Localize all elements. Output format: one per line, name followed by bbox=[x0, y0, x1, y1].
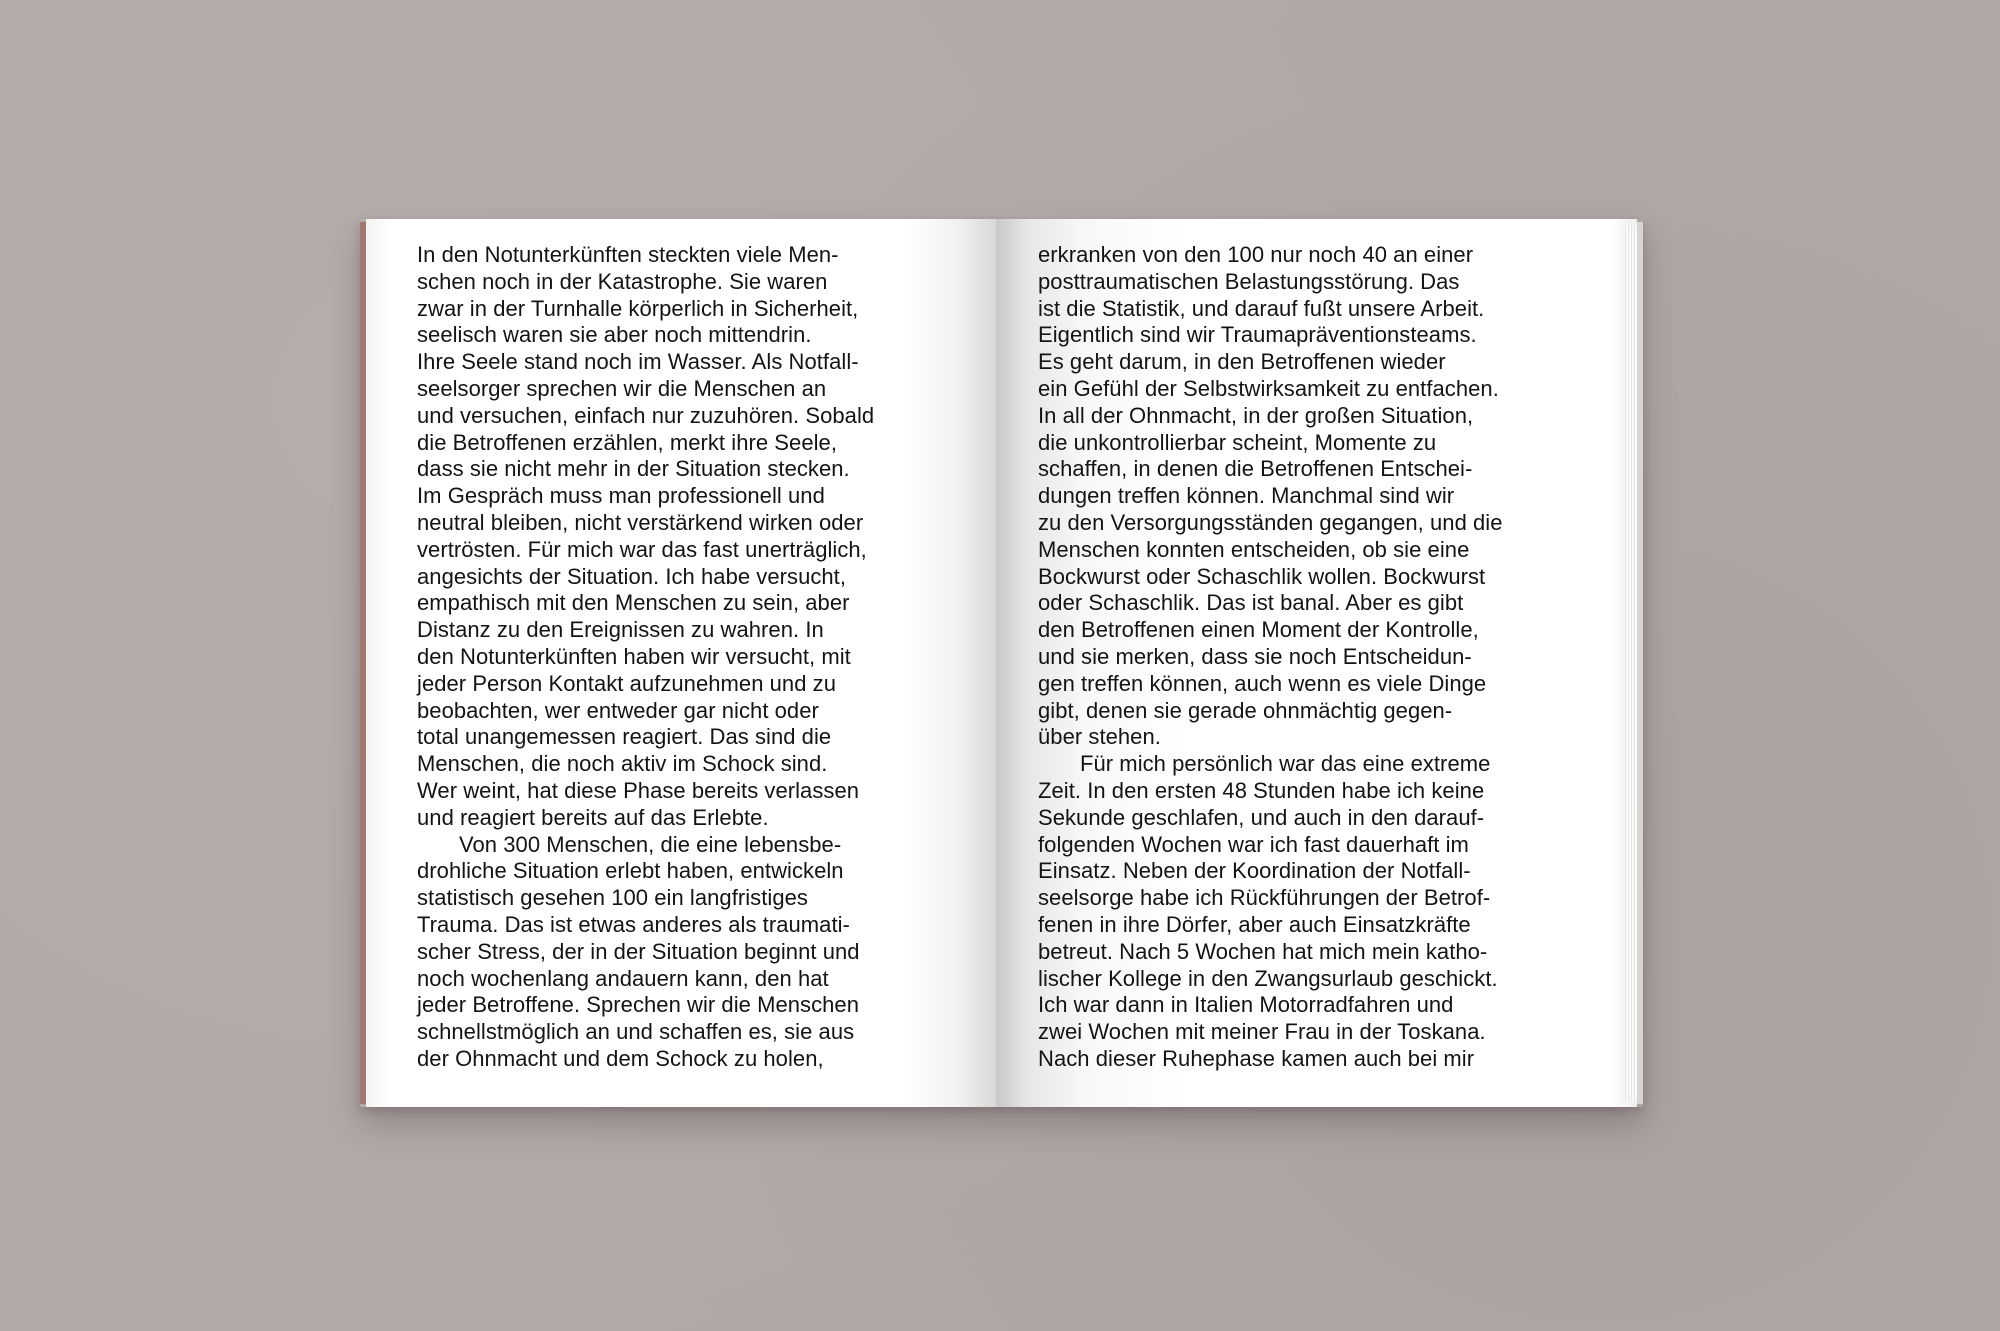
text-line: den Betroffenen einen Moment der Kontrolle, bbox=[1038, 617, 1479, 643]
text-line: fenen in ihre Dörfer, aber auch Einsatzkräfte bbox=[1038, 911, 1471, 937]
text-line: Ich war dann in Italien Motorradfahren und bbox=[1038, 992, 1454, 1018]
right-page bbox=[996, 219, 1637, 1107]
text-line: betreut. Nach 5 Wochen hat mich mein katho- bbox=[1038, 938, 1488, 964]
text-line: Sekunde geschlafen, und auch in den darauf- bbox=[1038, 804, 1485, 830]
text-line: der Ohnmacht und dem Schock zu holen, bbox=[417, 1045, 824, 1071]
text-line: Ihre Seele stand noch im Wasser. Als Notfall- bbox=[417, 349, 859, 375]
text-line: posttraumatischen Belastungsstörung. Das bbox=[1038, 268, 1460, 294]
text-line: folgenden Wochen war ich fast dauerhaft im bbox=[1038, 831, 1469, 857]
text-line: gen treffen können, auch wenn es viele Dinge bbox=[1038, 670, 1487, 696]
text-line: und versuchen, einfach nur zuzuhören. Sobald bbox=[417, 402, 875, 428]
text-line: dass sie nicht mehr in der Situation stecken. bbox=[417, 456, 850, 482]
text-line: jeder Person Kontakt aufzunehmen und zu bbox=[417, 670, 837, 696]
text-line: Menschen, die noch aktiv im Schock sind. bbox=[417, 751, 828, 777]
text-line: schnellstmöglich an und schaffen es, sie aus bbox=[417, 1019, 855, 1045]
text-line: Menschen konnten entscheiden, ob sie eine bbox=[1038, 536, 1470, 562]
text-line: empathisch mit den Menschen zu sein, aber bbox=[417, 590, 850, 616]
text-line: zwar in der Turnhalle körperlich in Sicherheit, bbox=[417, 295, 859, 321]
text-line: seelsorge habe ich Rückführungen der Betrof- bbox=[1038, 885, 1491, 911]
text-line: drohliche Situation erlebt haben, entwickeln bbox=[417, 858, 844, 884]
text-line: total unangemessen reagiert. Das sind die bbox=[417, 724, 832, 750]
text-line: dungen treffen können. Manchmal sind wir bbox=[1038, 483, 1455, 509]
text-line: beobachten, wer entweder gar nicht oder bbox=[417, 697, 819, 723]
text-line: jeder Betroffene. Sprechen wir die Menschen bbox=[417, 992, 859, 1018]
left-page bbox=[366, 219, 996, 1107]
text-line: zwei Wochen mit meiner Frau in der Toskana. bbox=[1038, 1019, 1486, 1045]
paragraph-start-line: Von 300 Menschen, die eine lebensbe- bbox=[459, 831, 842, 857]
text-line: und reagiert bereits auf das Erlebte. bbox=[417, 804, 769, 830]
text-line: schen noch in der Katastrophe. Sie waren bbox=[417, 268, 828, 294]
text-line: gibt, denen sie gerade ohnmächtig gegen- bbox=[1038, 697, 1453, 723]
text-line: erkranken von den 100 nur noch 40 an einer bbox=[1038, 242, 1474, 267]
text-line: ist die Statistik, und darauf fußt unsere Arbeit. bbox=[1038, 295, 1485, 321]
text-line: Bockwurst oder Schaschlik wollen. Bockwurst bbox=[1038, 563, 1486, 589]
text-line: neutral bleiben, nicht verstärkend wirken oder bbox=[417, 509, 864, 535]
text-line: scher Stress, der in der Situation beginnt und bbox=[417, 938, 860, 964]
text-line: den Notunterkünften haben wir versucht, mit bbox=[417, 643, 851, 669]
text-line: vertrösten. Für mich war das fast unerträglich, bbox=[417, 536, 867, 562]
text-line: oder Schaschlik. Das ist banal. Aber es gibt bbox=[1038, 590, 1464, 616]
text-line: zu den Versorgungsständen gegangen, und die bbox=[1038, 509, 1503, 535]
text-line: Distanz zu den Ereignissen zu wahren. In bbox=[417, 617, 824, 643]
text-line: Wer weint, hat diese Phase bereits verlassen bbox=[417, 777, 860, 803]
text-line: schaffen, in denen die Betroffenen Entschei- bbox=[1038, 456, 1473, 482]
text-line: Zeit. In den ersten 48 Stunden habe ich keine bbox=[1038, 777, 1485, 803]
right-page-text bbox=[1038, 242, 1503, 1073]
open-book bbox=[360, 219, 1643, 1107]
text-line: lischer Kollege in den Zwangsurlaub geschickt. bbox=[1038, 965, 1498, 991]
text-line: angesichts der Situation. Ich habe versucht, bbox=[417, 563, 847, 589]
text-line: Trauma. Das ist etwas anderes als traumati- bbox=[417, 911, 850, 937]
page-edges bbox=[1625, 225, 1637, 1101]
text-line: Eigentlich sind wir Traumapräventionsteams. bbox=[1038, 322, 1477, 348]
text-line: seelsorger sprechen wir die Menschen an bbox=[417, 375, 827, 401]
text-line: In all der Ohnmacht, in der großen Situation, bbox=[1038, 402, 1474, 428]
paragraph-start-line: Für mich persönlich war das eine extreme bbox=[1080, 751, 1491, 777]
left-page-text bbox=[417, 242, 874, 1073]
text-line: ein Gefühl der Selbstwirksamkeit zu entfachen. bbox=[1038, 375, 1499, 401]
text-line: die unkontrollierbar scheint, Momente zu bbox=[1038, 429, 1437, 455]
text-line: über stehen. bbox=[1038, 724, 1161, 750]
text-line: Nach dieser Ruhephase kamen auch bei mir bbox=[1038, 1045, 1475, 1071]
text-line: In den Notunterkünften steckten viele Men- bbox=[417, 242, 839, 267]
text-line: Es geht darum, in den Betroffenen wieder bbox=[1038, 349, 1446, 375]
text-line: Einsatz. Neben der Koordination der Notfall- bbox=[1038, 858, 1471, 884]
text-line: seelisch waren sie aber noch mittendrin. bbox=[417, 322, 812, 348]
text-line: die Betroffenen erzählen, merkt ihre Seele, bbox=[417, 429, 837, 455]
text-line: Im Gespräch muss man professionell und bbox=[417, 483, 825, 509]
text-line: und sie merken, dass sie noch Entscheidun- bbox=[1038, 643, 1472, 669]
text-line: statistisch gesehen 100 ein langfristiges bbox=[417, 885, 808, 911]
text-line: noch wochenlang andauern kann, den hat bbox=[417, 965, 829, 991]
